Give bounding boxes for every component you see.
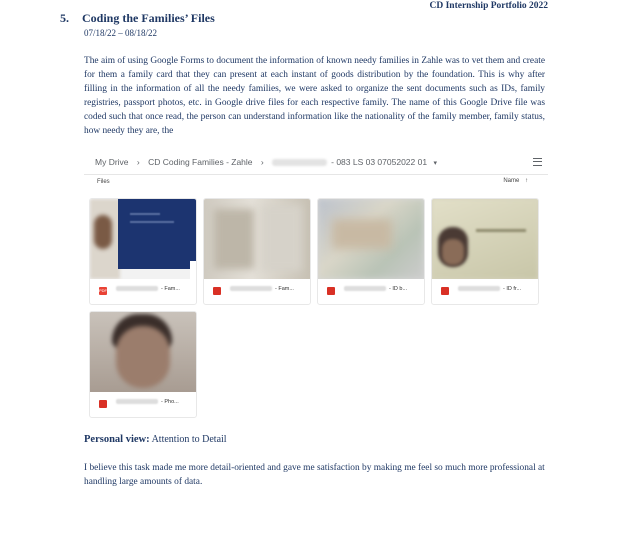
file-name: - ID fr... bbox=[458, 286, 521, 292]
conclusion-paragraph: I believe this task made me more detail-oriented and gave me satisfaction by making me feel so much more professional at handling large amounts of data. bbox=[84, 463, 545, 487]
image-file-icon bbox=[213, 287, 221, 295]
file-name: - ID b... bbox=[344, 286, 407, 292]
file-thumbnail bbox=[318, 199, 424, 279]
pdf-icon: PDF bbox=[99, 288, 107, 293]
file-thumbnail bbox=[432, 199, 538, 279]
list-view-icon[interactable] bbox=[533, 158, 542, 166]
image-file-icon bbox=[99, 400, 107, 408]
breadcrumb-my-drive[interactable]: My Drive bbox=[95, 157, 129, 167]
file-card[interactable] bbox=[431, 198, 539, 305]
file-name: - Fam... bbox=[116, 286, 180, 292]
file-thumbnail bbox=[204, 199, 310, 279]
section-title-text: Coding the Families’ Files bbox=[82, 11, 215, 25]
image-file-icon bbox=[327, 287, 335, 295]
files-label: Files bbox=[97, 179, 110, 185]
breadcrumb-folder[interactable]: CD Coding Families - Zahle bbox=[148, 157, 253, 167]
portfolio-header: CD Internship Portfolio 2022 bbox=[429, 1, 548, 11]
drive-screenshot bbox=[84, 150, 548, 416]
body-paragraph: The aim of using Google Forms to document the information of known needy families in Zahle was to vet them and create for them a family card that they can present at each instant of goods distribution by the foundation. This is why after filling in the information of all the needy families, we were asked to organize the sent documents such as IDs, family registries, passport photos, etc. in Google drive files for each respective family. The name of this Google Drive file was coded such that once read, the person can understand information like the nationality of the family member, family status, how needy they are, the bbox=[84, 56, 545, 136]
file-card[interactable] bbox=[89, 198, 197, 305]
personal-view-label: Personal view: bbox=[84, 434, 150, 445]
redacted-name bbox=[272, 159, 327, 166]
file-name: - Pho... bbox=[116, 399, 179, 405]
sort-label: Name bbox=[503, 178, 520, 184]
file-card[interactable] bbox=[203, 198, 311, 305]
file-thumbnail bbox=[90, 199, 196, 279]
chevron-right-icon: › bbox=[260, 157, 264, 167]
personal-view-value: Attention to Detail bbox=[151, 434, 227, 445]
section-number: 5. bbox=[60, 11, 69, 25]
chevron-down-icon[interactable]: ▾ bbox=[433, 160, 437, 167]
section-dates: 07/18/22 – 08/18/22 bbox=[84, 28, 158, 38]
file-name: - Fam... bbox=[230, 286, 294, 292]
arrow-up-icon: ↑ bbox=[525, 178, 528, 184]
image-file-icon bbox=[441, 287, 449, 295]
file-thumbnail bbox=[90, 312, 196, 392]
breadcrumb-current[interactable]: - 083 LS 03 07052022 01 bbox=[331, 157, 428, 167]
file-card[interactable] bbox=[317, 198, 425, 305]
sort-name-button[interactable] bbox=[503, 178, 528, 184]
section-title bbox=[60, 11, 215, 26]
chevron-right-icon: › bbox=[136, 157, 140, 167]
breadcrumb bbox=[95, 157, 437, 167]
file-card[interactable] bbox=[89, 311, 197, 418]
personal-view bbox=[84, 434, 227, 445]
divider bbox=[84, 174, 548, 175]
